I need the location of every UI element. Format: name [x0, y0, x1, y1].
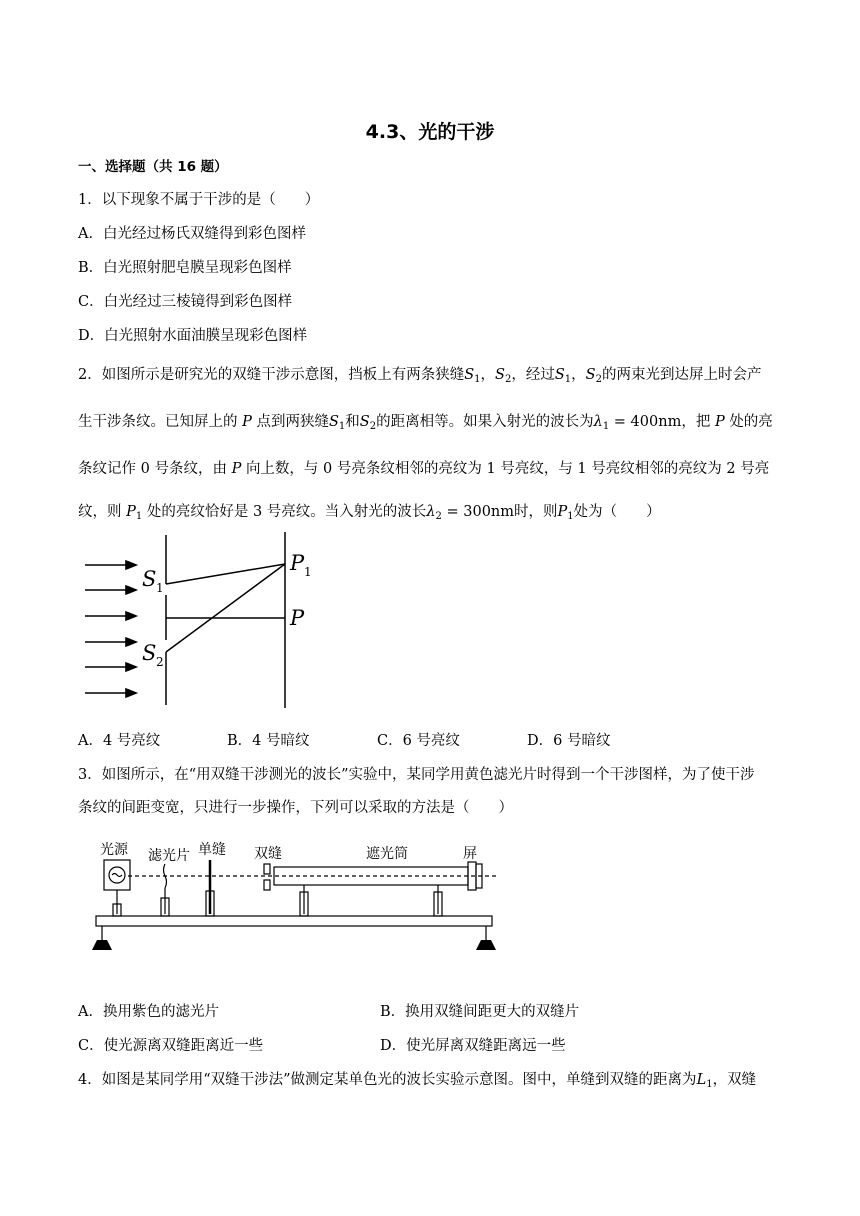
question-1-option-d: D．白光照射水面油膜呈现彩色图样 [78, 328, 308, 344]
question-2-option-b: B．4 号暗纹 [227, 733, 310, 749]
question-4-line-1: 4．如图是某同学用“双缝干涉法”做测定某单色光的波长实验示意图。图中，单缝到双缝的距离为$L_1$，双缝 [78, 1072, 757, 1090]
right-foot [476, 940, 496, 950]
page-title: 4.3、光的干涉 [365, 121, 495, 143]
label-s1: S [142, 567, 157, 591]
filament-icon [112, 874, 122, 877]
question-3-line-1: 3．如图所示，在“用双缝干涉测光的波长”实验中，某同学用黄色滤光片时得到一个干涉图样，为了使干涉 [78, 767, 755, 783]
question-2-line-2: 生干涉条纹。已知屏上的 P 点到两狭缝$S_1$和$S_2$的距离相等。如果入射光的波长为$\lambda_1 = 400nm$，把 P 处的亮 [78, 414, 773, 432]
question-2-option-c: C．6 号亮纹 [377, 733, 460, 749]
double-slit-diagram [80, 530, 340, 710]
question-1-option-b: B．白光照射肥皂膜呈现彩色图样 [78, 260, 292, 276]
label-s1-sub: 1 [156, 581, 164, 595]
ray-s1-p1 [166, 564, 285, 584]
question-2-option-d: D．6 号暗纹 [527, 733, 611, 749]
question-3-option-a: A．换用紫色的滤光片 [78, 1004, 219, 1020]
label-screen: 屏 [463, 846, 477, 862]
question-1-stem: 1．以下现象不属于干涉的是（ ） [78, 192, 320, 208]
question-2-option-a: A．4 号亮纹 [78, 733, 161, 749]
apparatus-diagram [88, 836, 508, 960]
question-2-stem [78, 358, 793, 534]
question-1-option-c: C．白光经过三棱镜得到彩色图样 [78, 294, 293, 310]
question-3-line-2: 条纹的间距变宽，只进行一步操作，下列可以采取的方法是（ ） [78, 800, 513, 816]
incident-arrow [85, 638, 136, 646]
incident-arrow [85, 689, 136, 697]
left-foot [92, 940, 112, 950]
question-3-option-d: D．使光屏离双缝距离远一些 [380, 1038, 566, 1054]
incident-arrow [85, 663, 136, 671]
label-s2-sub: 2 [156, 655, 164, 669]
question-2-line-3: 条纹记作 0 号条纹，由 P 向上数，与 0 号亮条纹相邻的亮纹为 1 号亮纹，与 1 号亮纹相邻的亮纹为 2 号亮 [78, 461, 770, 477]
label-p1: P [290, 551, 305, 575]
label-shade-tube: 遮光筒 [366, 846, 408, 862]
incident-arrow [85, 612, 136, 620]
label-double-slit: 双缝 [254, 846, 282, 862]
label-s2: S [142, 641, 157, 665]
label-p1-sub: 1 [304, 565, 312, 579]
label-light-source: 光源 [100, 842, 128, 858]
question-3-option-c: C．使光源离双缝距离近一些 [78, 1038, 264, 1054]
question-2-line-4: 纹，则 $P_1$ 处的亮纹恰好是 3 号亮纹。当入射光的波长$\lambda_2 = 300nm$时，则$P_1$处为（ ） [78, 504, 661, 522]
question-2-line-1: 2．如图所示是研究光的双缝干涉示意图，挡板上有两条狭缝$S_1$，$S_2$，经过$S_1$，$S_2$的两束光到达屏上时会产 [78, 367, 762, 385]
optical-bench [96, 916, 492, 926]
section-heading: 一、选择题（共 16 题） [78, 159, 228, 175]
incident-arrow [85, 586, 136, 594]
label-p: P [290, 606, 305, 630]
ray-s2-p1 [166, 564, 285, 652]
question-1-option-a: A．白光经过杨氏双缝得到彩色图样 [78, 226, 306, 242]
incident-arrow [85, 561, 136, 569]
question-3-option-b: B．换用双缝间距更大的双缝片 [380, 1004, 580, 1020]
double-slit-icon [264, 864, 270, 874]
label-single-slit: 单缝 [198, 842, 226, 858]
label-filter: 滤光片 [148, 848, 190, 864]
